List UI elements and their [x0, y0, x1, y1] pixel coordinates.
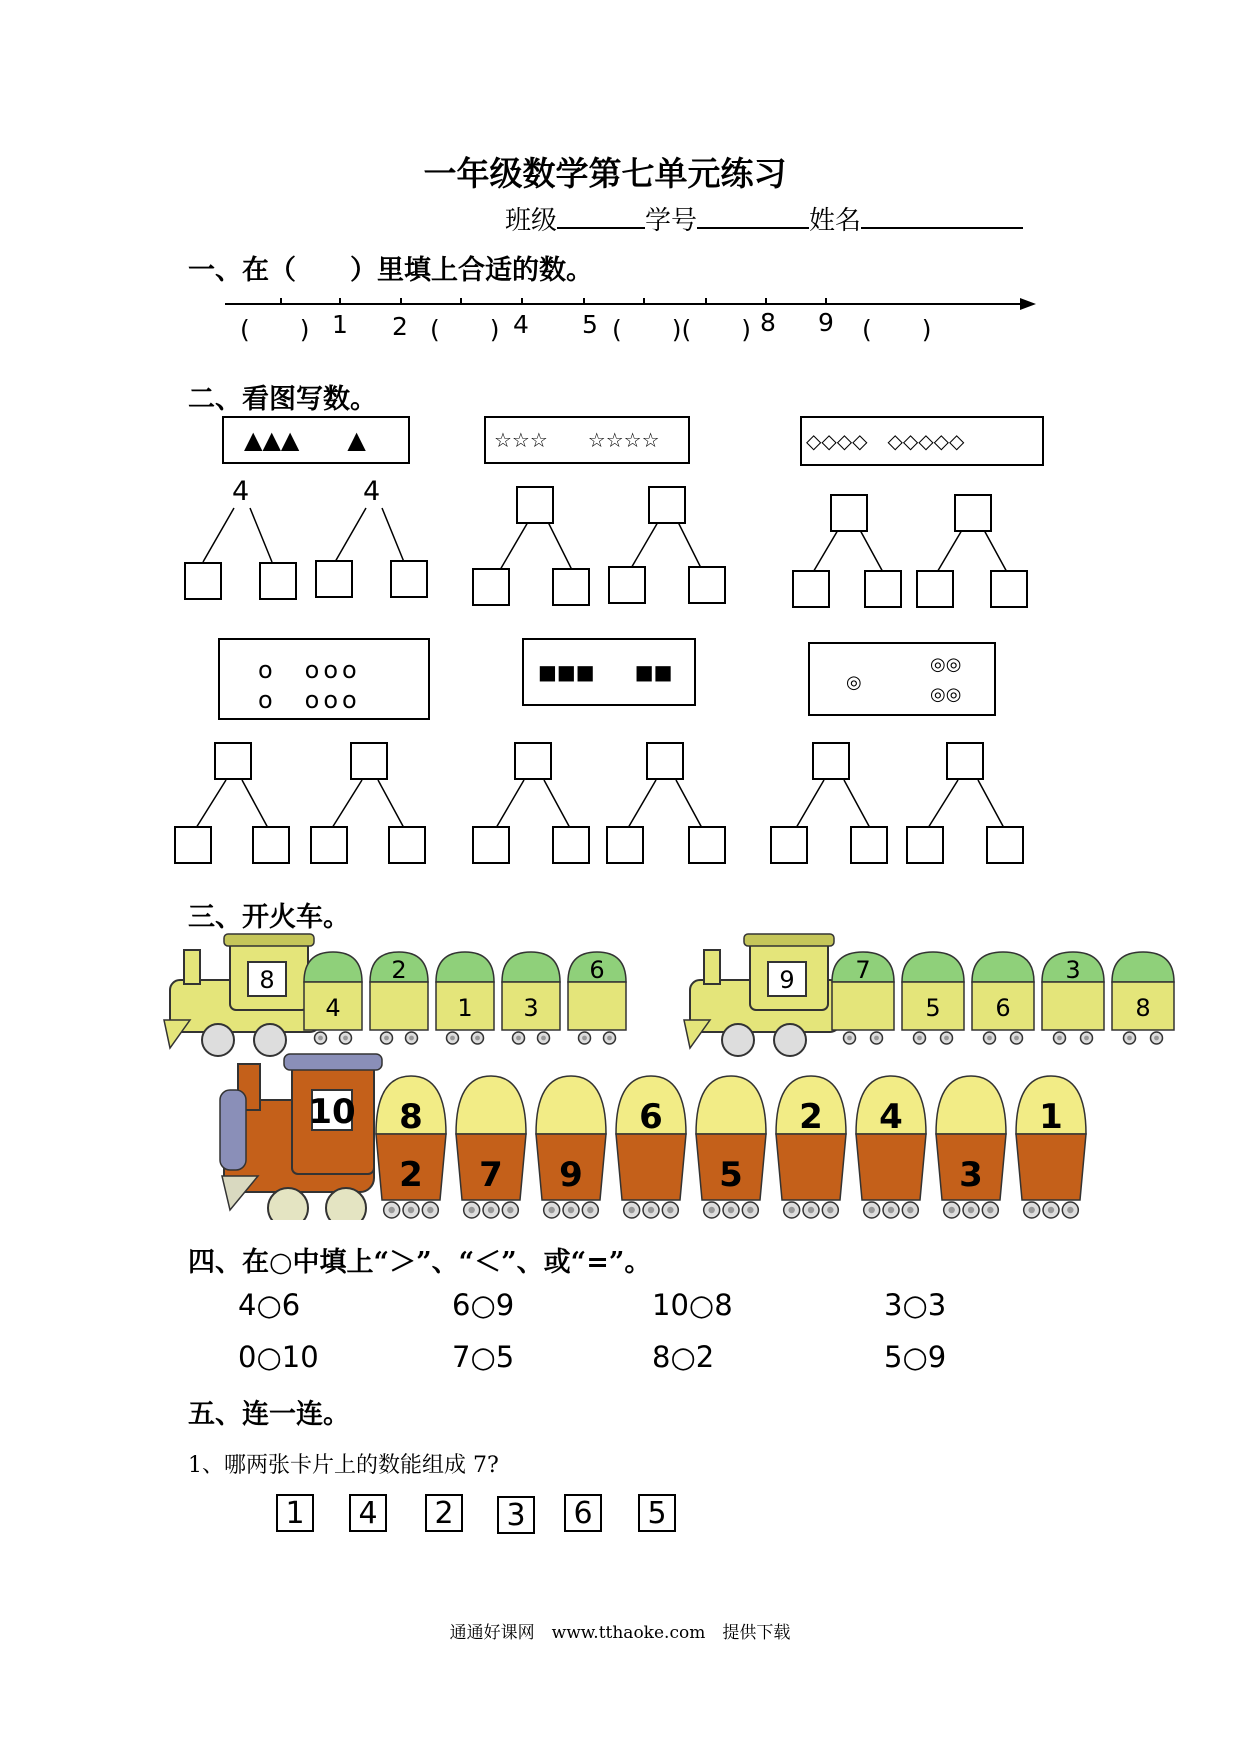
answer-box[interactable] — [688, 566, 726, 604]
wheel-hub-icon — [507, 1207, 513, 1213]
answer-box[interactable] — [812, 742, 850, 780]
wheel-hub-icon — [1057, 1036, 1062, 1041]
car-body — [1016, 1134, 1086, 1200]
engine-number: 9 — [779, 966, 795, 994]
wheel-hub-icon — [944, 1036, 949, 1041]
section-5-heading: 五、连一连。 — [188, 1399, 350, 1430]
wheel-hub-icon — [1154, 1036, 1159, 1041]
number-card[interactable]: 3 — [497, 1496, 535, 1534]
wheel-hub-icon — [409, 1036, 414, 1041]
wheel-hub-icon — [987, 1207, 993, 1213]
wheel-hub-icon — [1067, 1207, 1073, 1213]
answer-box[interactable] — [174, 826, 212, 864]
answer-box[interactable] — [390, 560, 428, 598]
chimney-icon — [704, 950, 720, 984]
answer-box[interactable] — [310, 826, 348, 864]
number-card[interactable]: 6 — [564, 1494, 602, 1532]
wheel-hub-icon — [888, 1207, 894, 1213]
cowcatcher-icon — [684, 1020, 710, 1048]
answer-box[interactable] — [552, 826, 590, 864]
answer-box[interactable] — [608, 566, 646, 604]
car-top-number: 1 — [1039, 1097, 1063, 1137]
car-bottom-number: 9 — [559, 1155, 583, 1195]
wheel-hub-icon — [427, 1207, 433, 1213]
car-dome — [902, 952, 964, 982]
car-top-number: 4 — [879, 1097, 903, 1137]
number-line-label: ( )( ) — [612, 315, 752, 344]
wheel-hub-icon — [541, 1036, 546, 1041]
wheel-hub-icon — [628, 1207, 634, 1213]
wheel-hub-icon — [1048, 1207, 1054, 1213]
answer-box[interactable] — [946, 742, 984, 780]
wheel-icon — [722, 1024, 754, 1056]
number-line-label: ( ) — [240, 315, 310, 344]
section-4-heading: 四、在○中填上“＞”、“＜”、或“=”。 — [188, 1247, 652, 1278]
car-bottom-number: 5 — [719, 1155, 743, 1195]
answer-box[interactable] — [350, 742, 388, 780]
wheel-hub-icon — [516, 1036, 521, 1041]
cowcatcher-icon — [164, 1020, 190, 1048]
page-title: 一年级数学第七单元练习 — [423, 154, 787, 193]
number-card[interactable]: 5 — [638, 1494, 676, 1532]
comparison-item[interactable]: 0○10 — [238, 1340, 319, 1374]
wheel-hub-icon — [987, 1036, 992, 1041]
answer-box[interactable] — [850, 826, 888, 864]
ring-right-bottom: ◎◎ — [930, 684, 962, 705]
car-top-number: 7 — [855, 956, 871, 984]
wheel-hub-icon — [318, 1036, 323, 1041]
car-body — [832, 982, 894, 1030]
wheel-hub-icon — [868, 1207, 874, 1213]
comparison-item[interactable]: 4○6 — [238, 1288, 301, 1322]
wheel-icon — [774, 1024, 806, 1056]
car-dome — [304, 952, 362, 982]
wheel-hub-icon — [667, 1207, 673, 1213]
wheel-hub-icon — [827, 1207, 833, 1213]
car-dome — [972, 952, 1034, 982]
answer-box[interactable] — [315, 560, 353, 598]
wheel-hub-icon — [948, 1207, 954, 1213]
ring-picture — [808, 642, 996, 716]
answer-box[interactable] — [792, 570, 830, 608]
answer-box[interactable] — [388, 826, 426, 864]
answer-box[interactable] — [516, 486, 554, 524]
engine-number: 10 — [308, 1092, 356, 1132]
wheel-hub-icon — [874, 1036, 879, 1041]
car-body — [856, 1134, 926, 1200]
wheel-hub-icon — [907, 1207, 913, 1213]
car-bottom-number: 3 — [959, 1155, 983, 1195]
answer-box[interactable] — [606, 826, 644, 864]
wheel-hub-icon — [708, 1207, 714, 1213]
circle-row: o ooo — [258, 686, 361, 714]
number-line-label: ( ) — [862, 315, 932, 344]
car-dome — [436, 952, 494, 982]
answer-box[interactable] — [830, 494, 868, 532]
wheel-hub-icon — [747, 1207, 753, 1213]
wheel-hub-icon — [488, 1207, 494, 1213]
wheel-hub-icon — [468, 1207, 474, 1213]
number-line-label: 4 — [513, 310, 529, 339]
wheel-hub-icon — [847, 1036, 852, 1041]
wheel-icon — [202, 1024, 234, 1056]
id-label: 学号 — [645, 206, 698, 236]
engine-roof — [744, 934, 834, 946]
car-top-number: 8 — [399, 1097, 423, 1137]
wheel-hub-icon — [408, 1207, 414, 1213]
section-2-heading: 二、看图写数。 — [188, 384, 377, 415]
number-line-label: 1 — [332, 310, 348, 339]
wheel-hub-icon — [1028, 1207, 1034, 1213]
answer-box[interactable] — [472, 568, 510, 606]
car-body — [370, 982, 428, 1030]
wheel-hub-icon — [968, 1207, 974, 1213]
section-1-heading: 一、在（ ）里填上合适的数。 — [188, 255, 593, 286]
number-line-label: 5 — [582, 310, 598, 339]
number-line-label: 2 — [392, 312, 408, 341]
car-body — [1042, 982, 1104, 1030]
car-top-number: 6 — [639, 1097, 663, 1137]
engine-roof — [284, 1054, 382, 1070]
circle-picture — [218, 638, 430, 720]
wheel-hub-icon — [788, 1207, 794, 1213]
car-bottom-number: 3 — [523, 994, 539, 1022]
car-bottom-number: 2 — [399, 1155, 423, 1195]
circle-row: o ooo — [258, 656, 361, 684]
car-body — [568, 982, 626, 1030]
boiler-front — [220, 1090, 246, 1170]
car-body — [616, 1134, 686, 1200]
comparison-item[interactable]: 3○3 — [884, 1288, 947, 1322]
answer-box[interactable] — [986, 826, 1024, 864]
number-line-label: ( ) — [430, 315, 500, 344]
answer-box[interactable] — [184, 562, 222, 600]
car-dome — [456, 1076, 526, 1134]
answer-box[interactable] — [954, 494, 992, 532]
wheel-hub-icon — [548, 1207, 554, 1213]
answer-box[interactable] — [514, 742, 552, 780]
car-bottom-number: 1 — [457, 994, 473, 1022]
chimney-icon — [184, 950, 200, 984]
comparison-item[interactable]: 6○9 — [452, 1288, 515, 1322]
wheel-hub-icon — [343, 1036, 348, 1041]
ring-right-top: ◎◎ — [930, 654, 962, 675]
comparison-item[interactable]: 7○5 — [452, 1340, 515, 1374]
wheel-hub-icon — [582, 1036, 587, 1041]
car-bottom-number: 4 — [325, 994, 341, 1022]
wheel-hub-icon — [384, 1036, 389, 1041]
star-picture: ☆☆☆ ☆☆☆☆ — [484, 416, 690, 464]
car-bottom-number: 5 — [925, 994, 941, 1022]
car-dome — [502, 952, 560, 982]
wheel-hub-icon — [568, 1207, 574, 1213]
comparison-item[interactable]: 5○9 — [884, 1340, 947, 1374]
number-line-label: 8 — [760, 308, 776, 337]
wheel-hub-icon — [1014, 1036, 1019, 1041]
answer-box[interactable] — [916, 570, 954, 608]
answer-box[interactable] — [646, 742, 684, 780]
car-bottom-number: 6 — [995, 994, 1011, 1022]
wheel-hub-icon — [450, 1036, 455, 1041]
wheel-hub-icon — [1084, 1036, 1089, 1041]
wheel-hub-icon — [808, 1207, 814, 1213]
answer-box[interactable] — [214, 742, 252, 780]
wheel-hub-icon — [475, 1036, 480, 1041]
ring-left: ◎ — [846, 672, 862, 693]
wheel-icon — [268, 1188, 308, 1220]
answer-box[interactable] — [252, 826, 290, 864]
tree-top-number: 4 — [232, 476, 250, 507]
car-bottom-number: 7 — [479, 1155, 503, 1195]
comparison-item[interactable]: 8○2 — [652, 1340, 715, 1374]
engine-roof — [224, 934, 314, 946]
wheel-hub-icon — [728, 1207, 734, 1213]
answer-box[interactable] — [990, 570, 1028, 608]
answer-box[interactable] — [770, 826, 808, 864]
section-3-heading: 三、开火车。 — [188, 902, 350, 933]
trains-illustration — [0, 920, 1240, 1220]
car-bottom-number: 8 — [1135, 994, 1151, 1022]
car-dome — [696, 1076, 766, 1134]
car-dome — [936, 1076, 1006, 1134]
answer-box[interactable] — [648, 486, 686, 524]
car-top-number: 2 — [391, 956, 407, 984]
car-top-number: 3 — [1065, 956, 1081, 984]
tree-top-number: 4 — [363, 476, 381, 507]
car-body — [776, 1134, 846, 1200]
number-card[interactable]: 2 — [425, 1494, 463, 1532]
question-1: 1、哪两张卡片上的数能组成 7? — [188, 1453, 499, 1478]
answer-box[interactable] — [259, 562, 297, 600]
diamond-picture: ◇◇◇◇ ◇◇◇◇◇ — [800, 416, 1044, 466]
answer-box[interactable] — [552, 568, 590, 606]
number-line-label: 9 — [818, 308, 834, 337]
answer-box[interactable] — [906, 826, 944, 864]
name-label: 姓名 — [809, 206, 862, 236]
comparison-item[interactable]: 10○8 — [652, 1288, 733, 1322]
car-top-number: 6 — [589, 956, 605, 984]
footer: 通通好课网 www.tthaoke.com 提供下载 — [449, 1623, 791, 1643]
answer-box[interactable] — [688, 826, 726, 864]
wheel-hub-icon — [607, 1036, 612, 1041]
engine-number: 8 — [259, 966, 275, 994]
number-card[interactable]: 1 — [276, 1494, 314, 1532]
car-top-number: 2 — [799, 1097, 823, 1137]
car-dome — [536, 1076, 606, 1134]
wheel-hub-icon — [1127, 1036, 1132, 1041]
number-card[interactable]: 4 — [349, 1494, 387, 1532]
triangle-picture: ▲▲▲ ▲ — [222, 416, 410, 464]
answer-box[interactable] — [472, 826, 510, 864]
wheel-hub-icon — [648, 1207, 654, 1213]
square-picture: ■■■ ■■ — [522, 638, 696, 706]
class-label: 班级 — [505, 206, 558, 236]
wheel-hub-icon — [587, 1207, 593, 1213]
wheel-hub-icon — [388, 1207, 394, 1213]
wheel-hub-icon — [917, 1036, 922, 1041]
car-dome — [1112, 952, 1174, 982]
answer-box[interactable] — [864, 570, 902, 608]
wheel-icon — [326, 1188, 366, 1220]
wheel-icon — [254, 1024, 286, 1056]
